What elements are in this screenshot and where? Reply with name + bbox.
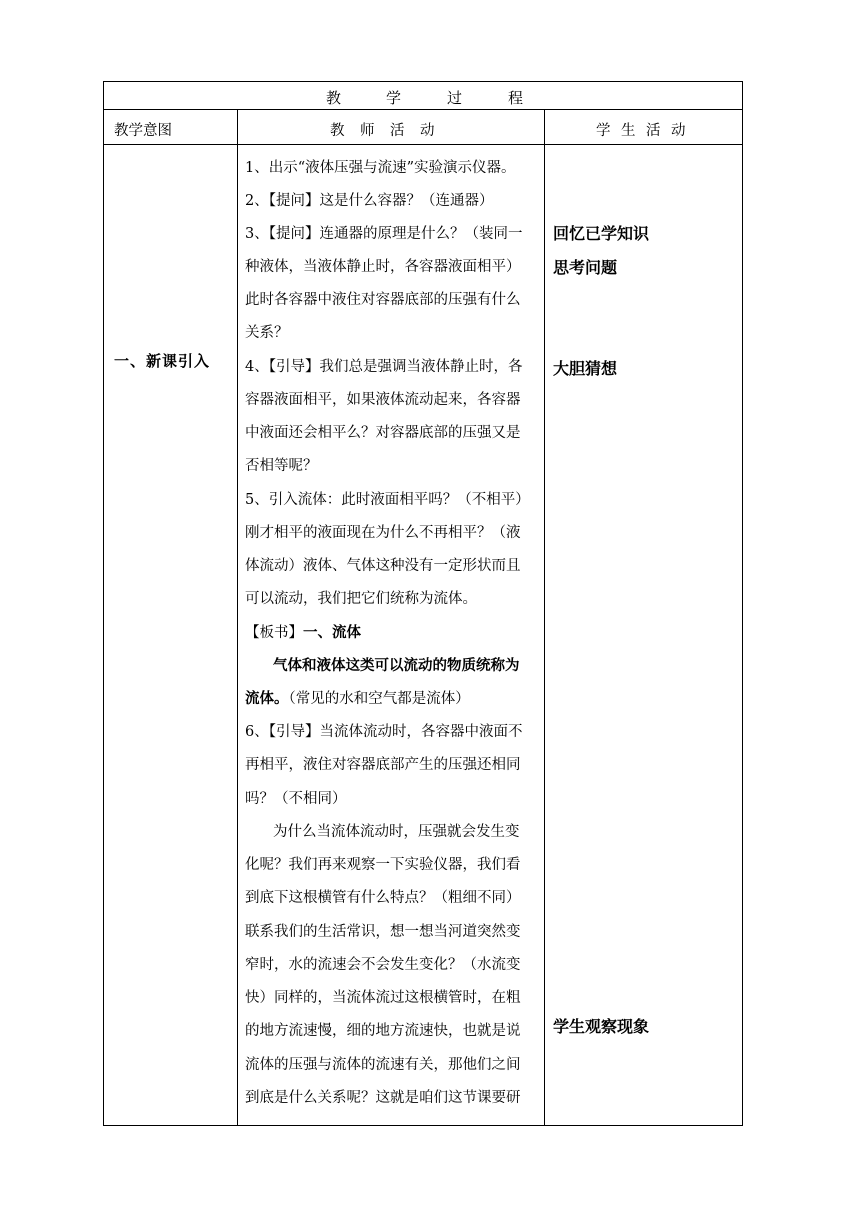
header-student-char: 动: [671, 123, 686, 139]
column-divider: [237, 110, 238, 1125]
table-title-row: [104, 82, 742, 110]
teacher-line: 2、【提问】这是什么容器？（连通器）: [245, 193, 494, 209]
teacher-line: 体流动）液体、气体这种没有一定形状而且: [245, 558, 521, 574]
teacher-line: 关系？: [245, 325, 289, 341]
teacher-line: 化呢？我们再来观察一下实验仪器，我们看: [245, 857, 521, 873]
header-student-char: 生: [621, 123, 636, 139]
teacher-line: 到底是什么关系呢？这就是咱们这节课要研: [245, 1090, 521, 1106]
teacher-line: 窄时，水的流速会不会发生变化？（水流变: [245, 957, 521, 973]
teacher-line: 5、引入流体：此时液面相平吗？（不相平）: [245, 492, 530, 508]
teacher-line: 6、【引导】当流体流动时，各容器中液面不: [245, 724, 523, 740]
teacher-line: 此时各容器中液住对容器底部的压强有什么: [245, 292, 521, 308]
board-tag: 【板书】: [245, 625, 303, 641]
teacher-line: 到底下这根横管有什么特点？（粗细不同）: [245, 890, 521, 906]
student-activity: 回忆已学知识: [553, 224, 650, 243]
lesson-table: [103, 81, 743, 1126]
teacher-line: 为什么当流体流动时，压强就会发生变: [273, 824, 520, 840]
teacher-line: 的地方流速慢，细的地方流速快，也就是说: [245, 1023, 521, 1039]
teacher-line: 可以流动，我们把它们统称为流体。: [245, 591, 477, 607]
header-intent: 教学意图: [114, 123, 172, 139]
title-char: 教: [326, 89, 342, 107]
definition-note: （常见的水和空气都是流体）: [288, 691, 470, 707]
student-activity: 大胆猜想: [553, 359, 618, 378]
teacher-line: 再相平，液住对容器底部产生的压强还相同: [245, 757, 521, 773]
board-heading: 一、流体: [303, 624, 361, 641]
section-label: 一、新课引入: [114, 352, 211, 370]
teacher-line-board: [245, 621, 361, 642]
teacher-line: 3、【提问】连通器的原理是什么？（装同一: [245, 226, 523, 242]
teacher-line: 否相等呢？: [245, 458, 318, 474]
teacher-line: 吗？（不相同）: [245, 791, 347, 807]
title-char: 过: [447, 89, 463, 107]
teacher-line: 快）同样的，当流体流过这根横管时，在粗: [245, 990, 521, 1006]
header-student-char: 学: [596, 123, 611, 139]
header-teacher-char: 活: [390, 123, 405, 139]
teacher-line: 1、出示“液体压强与流速”实验演示仪器。: [245, 160, 516, 176]
teacher-line: 种液体，当液体静止时，各容器液面相平）: [245, 259, 521, 275]
teacher-line: 刚才相平的液面现在为什么不再相平？（液: [245, 525, 521, 541]
definition-end: 流体。: [245, 690, 289, 707]
teacher-line: 中液面还会相平么？对容器底部的压强又是: [245, 425, 521, 441]
student-activity: 思考问题: [553, 258, 618, 277]
header-student-char: 活: [646, 123, 661, 139]
title-char: 学: [386, 89, 402, 107]
title-char: 程: [508, 89, 524, 107]
teacher-line: 流体的压强与流体的流速有关，那他们之间: [245, 1057, 521, 1073]
table-header-row: [104, 110, 742, 145]
teacher-line: 联系我们的生活常识，想一想当河道突然变: [245, 924, 521, 940]
teacher-line: [245, 687, 470, 708]
teacher-line-definition: 气体和液体这类可以流动的物质统称为: [273, 657, 520, 674]
header-teacher-char: 动: [420, 123, 435, 139]
header-teacher-char: 教: [330, 123, 345, 139]
header-teacher-char: 师: [360, 123, 375, 139]
column-divider: [544, 110, 545, 1125]
teacher-line: 4、【引导】我们总是强调当液体静止时，各: [245, 359, 523, 375]
student-activity: 学生观察现象: [553, 1017, 650, 1036]
teacher-line: 容器液面相平，如果液体流动起来，各容器: [245, 392, 521, 408]
